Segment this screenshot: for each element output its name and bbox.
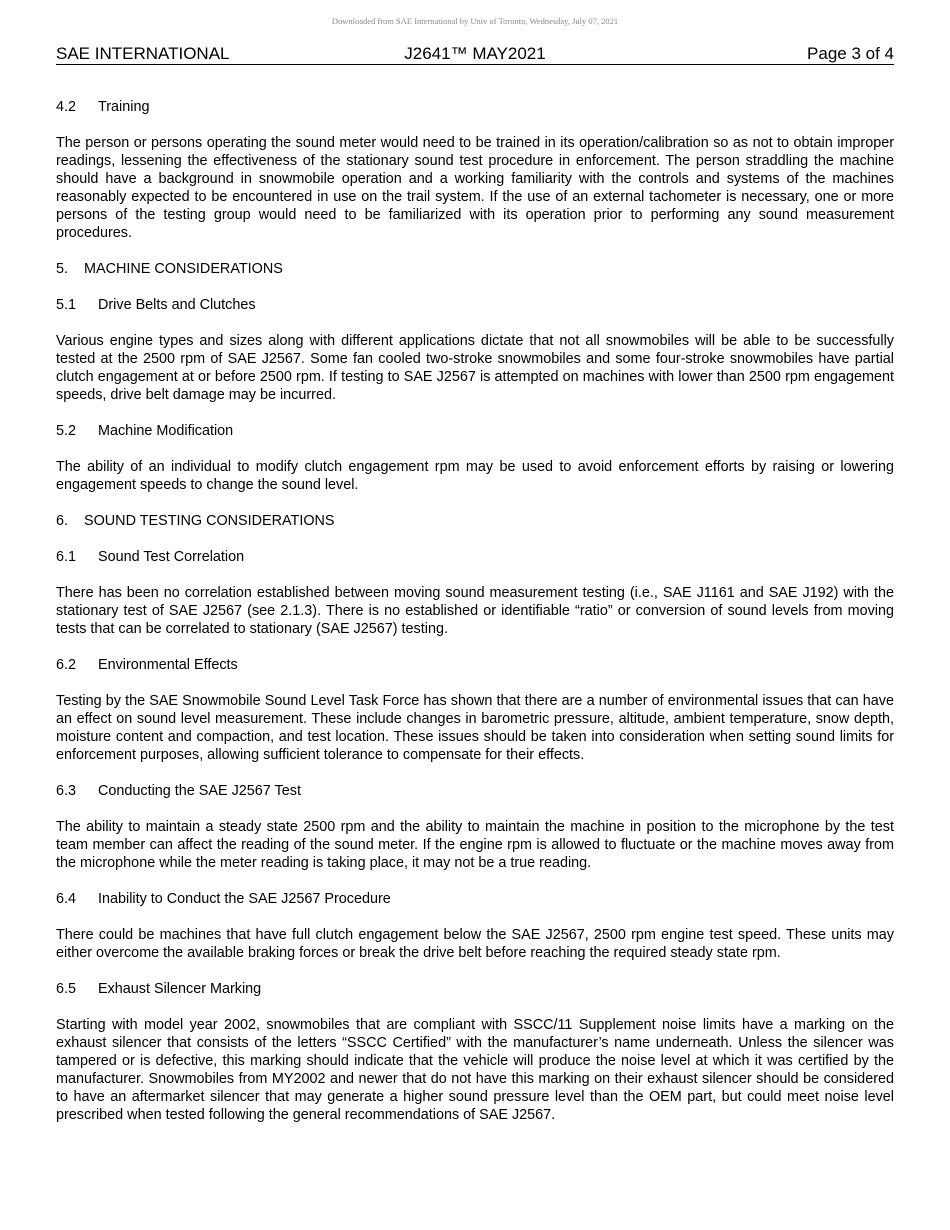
section-heading-4-2: 4.2 Training (56, 99, 150, 115)
document-body (56, 98, 894, 1142)
page-number: Page 3 of 4 (807, 44, 894, 63)
section-heading-5-1: 5.1 Drive Belts and Clutches (56, 297, 256, 313)
section-heading-6-1: 6.1 Sound Test Correlation (56, 549, 245, 565)
section-heading-5: 5. MACHINE CONSIDERATIONS (56, 261, 283, 277)
section-heading-6-5: 6.5 Exhaust Silencer Marking (56, 981, 262, 997)
section-text-6-1: There has been no correlation established between moving sound measurement testing (i.e., SAE J1161 and SAE J192) with the stationary test of SAE J2567 (see 2.1.3). There is no established or identifiable “ratio” or conversion of sound levels from moving tests that can be correlated to stationary (SAE J2567) testing. (56, 585, 894, 637)
section-text-6-4: There could be machines that have full clutch engagement below the SAE J2567, 2500 rpm engine test speed. These units may either overcome the available braking forces or break the drive belt before reaching the required steady state rpm. (56, 927, 894, 961)
section-heading-6-4: 6.4 Inability to Conduct the SAE J2567 Procedure (56, 891, 391, 907)
section-heading-6-2: 6.2 Environmental Effects (56, 657, 238, 673)
section-text-6-5: Starting with model year 2002, snowmobiles that are compliant with SSCC/11 Supplement noise limits have a marking on the exhaust silencer that consists of the letters “SSCC Certified” with the manufacturer’s name underneath. Unless the silencer was tampered or is defective, this marking should indicate that the vehicle will produce the noise level at which it was certified by the manufacturer. Snowmobiles from MY2002 and newer that do not have this marking on their exhaust silencer should be considered to have an aftermarket silencer that may generate a higher sound pressure level than the OEM part, but could meet noise level prescribed when tested following the general recommendations of SAE J2567. (56, 1017, 894, 1123)
section-text-6-3: The ability to maintain a steady state 2500 rpm and the ability to maintain the machine in position to the microphone by the test team member can affect the reading of the sound meter. If the engine rpm is allowed to fluctuate or the machine moves away from the microphone while the meter reading is taking place, it may not be a true reading. (56, 819, 894, 871)
section-text-5-2: The ability of an individual to modify clutch engagement rpm may be used to avoid enforcement efforts by raising or lowering engagement speeds to change the sound level. (56, 459, 894, 493)
section-heading-6: 6. SOUND TESTING CONSIDERATIONS (56, 513, 335, 529)
page-header (56, 44, 894, 65)
org-name: SAE INTERNATIONAL (56, 44, 230, 63)
section-heading-5-2: 5.2 Machine Modification (56, 423, 234, 439)
section-text-4-2: The person or persons operating the sound meter would need to be trained in its operation/calibration so as not to obtain improper readings, lessening the effectiveness of the stationary sound test procedure in enforcement. The person straddling the machine should have a background in snowmobile operation and a working familiarity with the controls and systems of the machines reasonably expected to be encountered in use on the trail system. If the use of an external tachometer is necessary, one or more persons of the testing group would need to be familiarized with its operation prior to performing any sound measurement procedures. (56, 135, 894, 241)
section-heading-6-3: 6.3 Conducting the SAE J2567 Test (56, 783, 301, 799)
download-watermark: Downloaded from SAE International by Univ of Toronto, Wednesday, July 07, 2021 (331, 16, 619, 26)
document-id: J2641™ MAY2021 (404, 44, 546, 63)
section-text-5-1: Various engine types and sizes along with different applications dictate that not all snowmobiles will be able to be successfully tested at the 2500 rpm of SAE J2567. Some fan cooled two-stroke snowmobiles and some four-stroke snowmobiles have partial clutch engagement at or before 2500 rpm. If testing to SAE J2567 is attempted on machines with lower than 2500 rpm engagement speeds, drive belt damage may be incurred. (56, 333, 894, 403)
section-text-6-2: Testing by the SAE Snowmobile Sound Level Task Force has shown that there are a number of environmental issues that can have an effect on sound level measurement. These include changes in barometric pressure, altitude, ambient temperature, snow depth, moisture content and compaction, and test location. These issues should be taken into consideration when setting sound limits for enforcement purposes, allowing sufficient tolerance to compensate for their effects. (56, 693, 894, 763)
